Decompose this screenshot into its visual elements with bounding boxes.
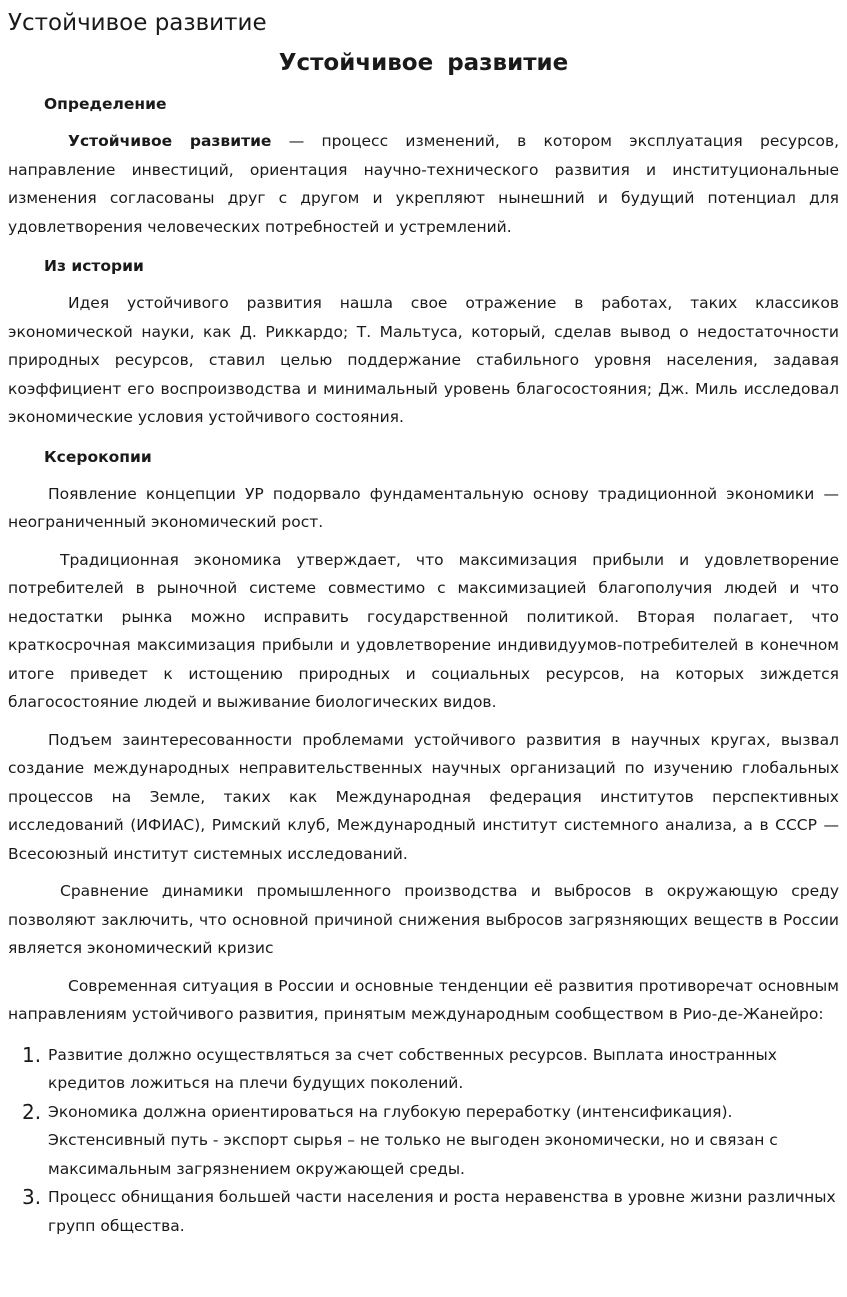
definition-term: Устойчивое развитие xyxy=(68,132,272,150)
xerox-paragraph-5: Современная ситуация в России и основные тенденции её развития противоречат основным направлениям устойчивого развития, принятым международным сообществом в Рио-де-Жанейро: xyxy=(8,976,839,1023)
definition-paragraph xyxy=(8,127,839,241)
heading-xerox: Ксерокопии xyxy=(44,447,152,466)
list-item xyxy=(8,1183,839,1240)
list-item-number: 2. xyxy=(22,1099,42,1124)
xerox-paragraph-3: Подъем заинтересованности проблемами устойчивого развития в научных кругах, вызвал создание международных неправительственных научных организаций по изучению глобальных процессов на Земле, таких как Международная федерация институтов перспективных исследований (ИФИАС), Римский клуб, Международный институт системного анализа, а в СССР — Всесоюзный институт системных исследований. xyxy=(8,730,839,863)
heading-definition: Определение xyxy=(44,95,167,113)
definition-text: — процесс изменений, в котором эксплуатация ресурсов, направление инвестиций, ориентация научно-технического развития и институциональные изменения согласованы друг с другом и укрепляют нынешний и будущий потенциал для удовлетворения человеческих потребностей и устремлений. xyxy=(8,132,840,236)
list-item-text: Развитие должно осуществляться за счет собственных ресурсов. Выплата иностранных кредитов ложиться на плечи будущих поколений. xyxy=(48,1045,777,1092)
xerox-paragraph-1: Появление концепции УР подорвало фундаментальную основу традиционной экономики — неограниченный экономический рост. xyxy=(8,484,839,531)
list-item xyxy=(8,1041,839,1098)
xerox-paragraph-2: Традиционная экономика утверждает, что максимизация прибыли и удовлетворение потребителей в рыночной системе совместимо с максимизацией благополучия людей и что недостатки рынка можно исправить государственной политикой. Вторая полагает, что краткосрочная максимизация прибыли и удовлетворение индивидуумов-потребителей в конечном итоге приведет к истощению природных и социальных ресурсов, на которых зиждется благосостояние людей и выживание биологических видов. xyxy=(8,550,839,711)
list-item-number: 3. xyxy=(22,1185,42,1209)
list-item xyxy=(8,1098,839,1184)
xerox-paragraph-4: Сравнение динамики промышленного производства и выбросов в окружающую среду позволяют заключить, что основной причиной снижения выбросов загрязняющих веществ в России является экономический кризис xyxy=(8,882,839,957)
document xyxy=(8,0,839,1240)
list-item-text: Экономика должна ориентироваться на глубокую переработку (интенсификация). Экстенсивный путь - экспорт сырья – не только не выгоден экономически, но и связан с максимальным загрязнением окружающей среды. xyxy=(48,1102,778,1178)
list-item-text: Процесс обнищания большей части населения и роста неравенства в уровне жизни различных групп общества. xyxy=(48,1188,836,1235)
history-paragraph: Идея устойчивого развития нашла свое отражение в работах, таких классиков экономической науки, как Д. Риккардо; Т. Мальтуса, который, сделав вывод о недостаточности природных ресурсов, ставил целью поддержание стабильного уровня населения, задавая коэффициент его воспроизводства и минимальный уровень благосостояния; Дж. Миль исследовал экономические условия устойчивого состояния. xyxy=(8,294,839,426)
heading-history: Из истории xyxy=(44,257,144,275)
main-title: Устойчивое развитие xyxy=(278,50,569,76)
document-header-title: Устойчивое развитие xyxy=(8,10,267,36)
requirements-list xyxy=(8,1041,839,1241)
list-item-number: 1. xyxy=(22,1042,42,1067)
